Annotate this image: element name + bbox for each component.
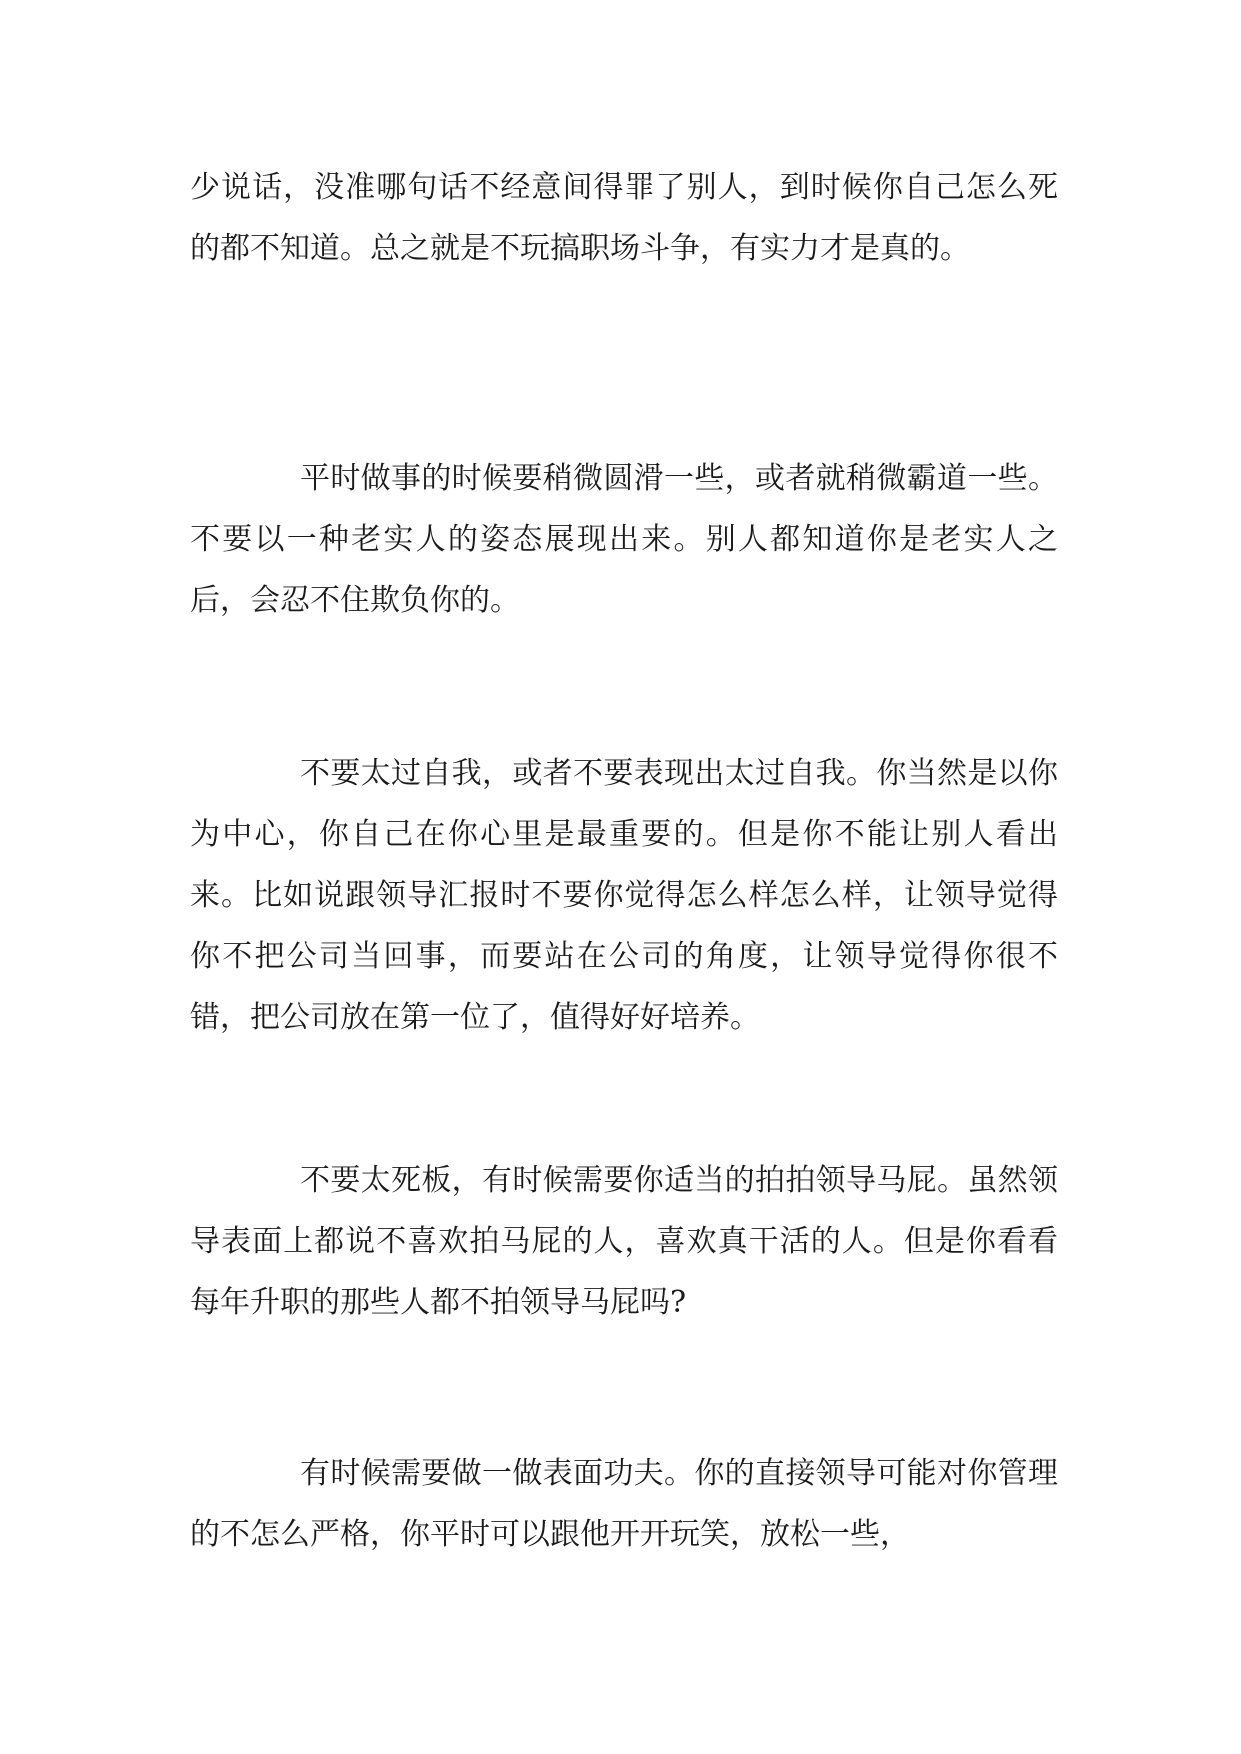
paragraph-4: 不要太死板，有时候需要你适当的拍拍领导马屁。虽然领导表面上都说不喜欢拍马屁的人，喜欢真干活的人。但是你看看每年升职的那些人都不拍领导马屁吗?	[190, 1163, 1058, 1320]
paragraph-5: 有时候需要做一做表面功夫。你的直接领导可能对你管理的不怎么严格，你平时可以跟他开开玩笑，放松一些，	[190, 1456, 1058, 1552]
paragraph-2: 平时做事的时候要稍微圆滑一些，或者就稍微霸道一些。不要以一种老实人的姿态展现出来。别人都知道你是老实人之后，会忍不住欺负你的。	[190, 461, 1058, 618]
paragraph-3: 不要太过自我，或者不要表现出太过自我。你当然是以你为中心，你自己在你心里是最重要的。但是你不能让别人看出来。比如说跟领导汇报时不要你觉得怎么样怎么样，让领导觉得你不把公司当回事，而要站在公司的角度，让领导觉得你很不错，把公司放在第一位了，值得好好培养。	[190, 756, 1058, 1035]
paragraph-1: 少说话，没准哪句话不经意间得罪了别人，到时候你自己怎么死的都不知道。总之就是不玩搞职场斗争，有实力才是真的。	[190, 170, 1058, 266]
